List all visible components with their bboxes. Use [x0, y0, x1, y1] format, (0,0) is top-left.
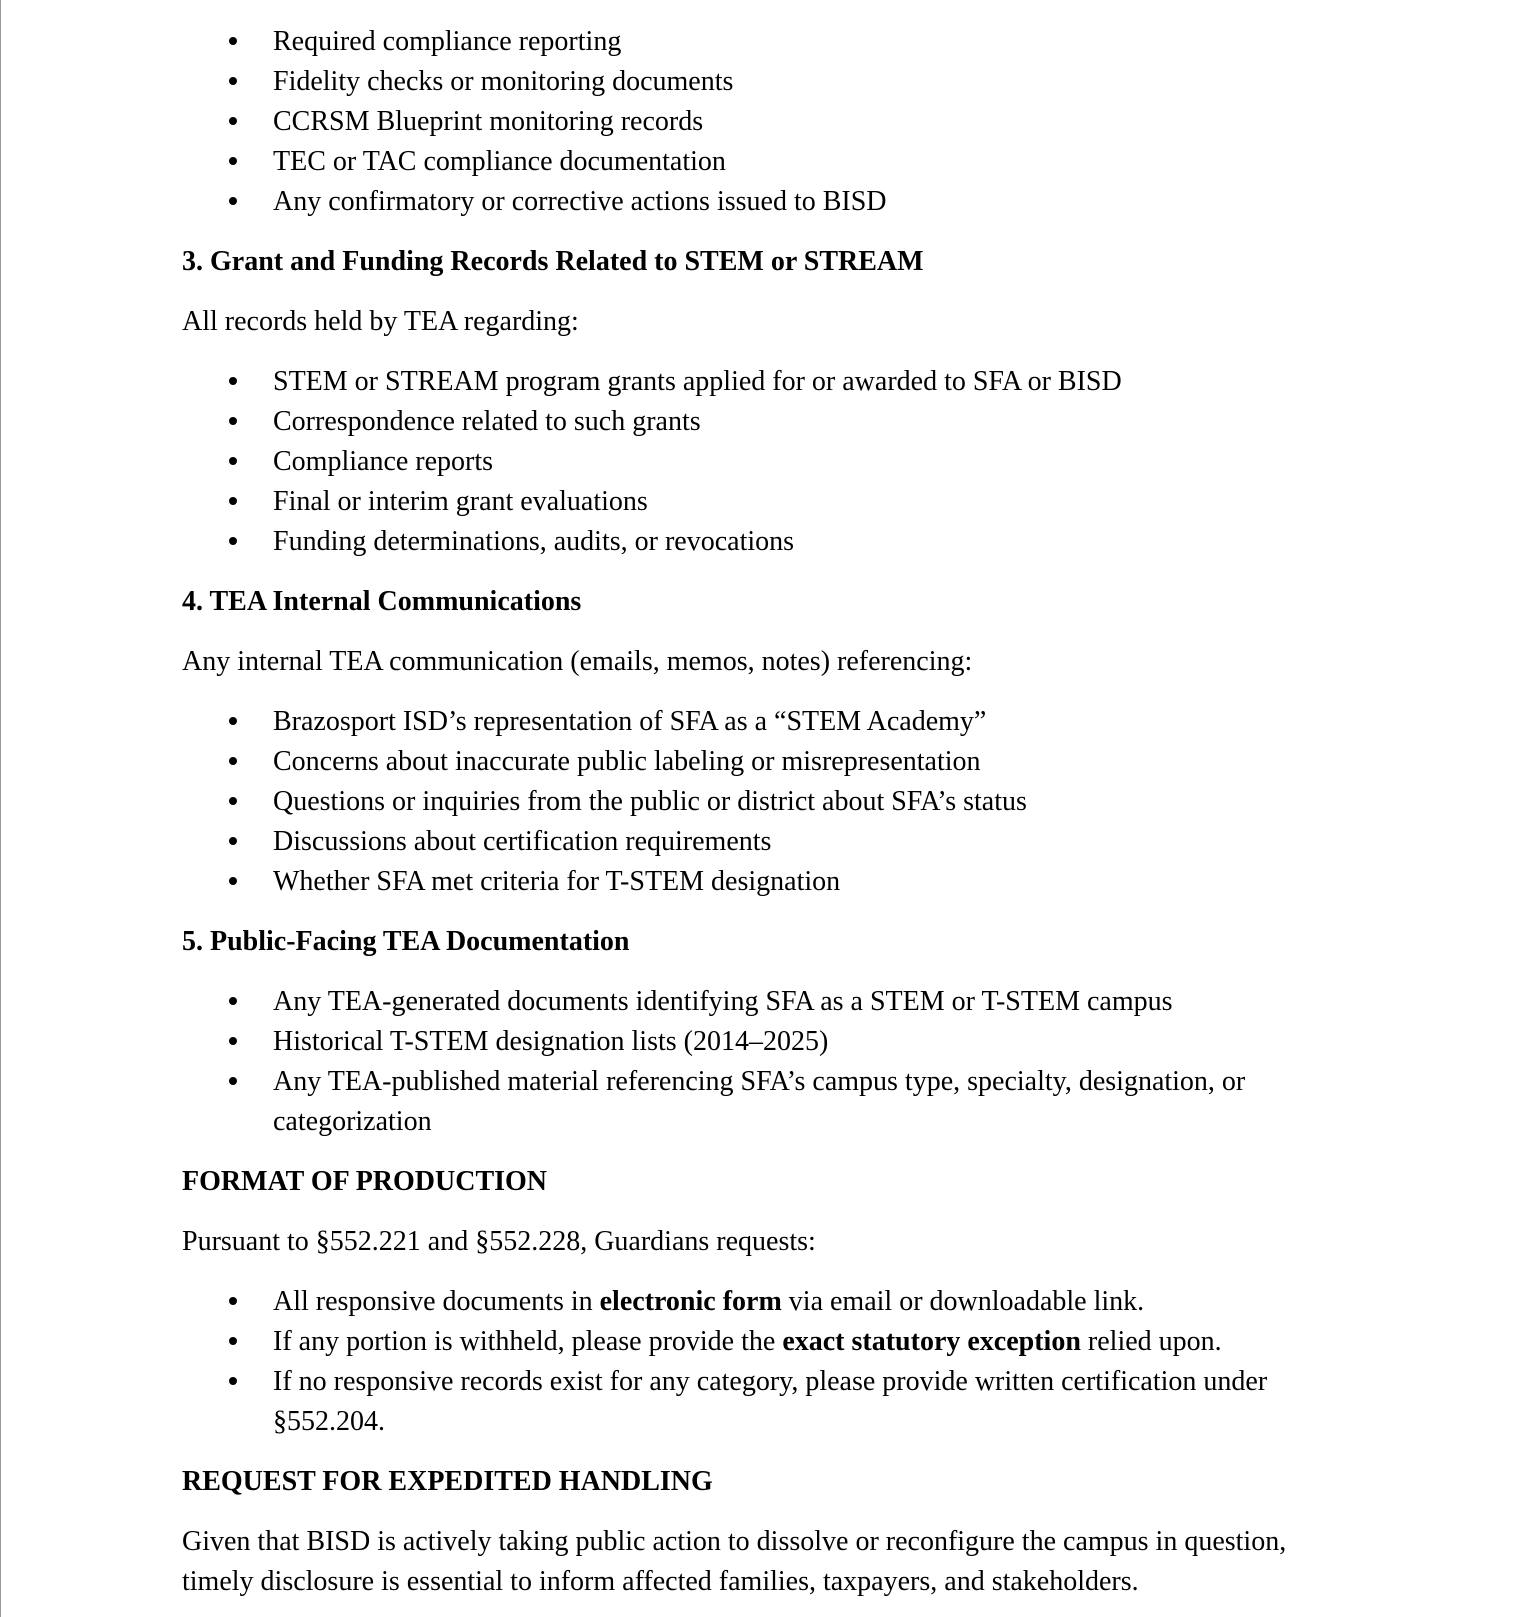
list-item: All responsive documents in electronic form via email or downloadable link.: [182, 1282, 1362, 1322]
bullet-icon: [229, 497, 237, 505]
list-item: Brazosport ISD’s representation of SFA as a “STEM Academy”: [182, 702, 1362, 742]
section5-heading: 5. Public-Facing TEA Documentation: [182, 926, 630, 957]
section3-heading: 3. Grant and Funding Records Related to STEM or STREAM: [182, 246, 924, 277]
bullet-icon: [229, 157, 237, 165]
bullet-icon: [229, 797, 237, 805]
section4-list: [182, 702, 1362, 902]
list-item: Fidelity checks or monitoring documents: [182, 62, 1362, 102]
bullet-icon: [229, 377, 237, 385]
format-heading: FORMAT OF PRODUCTION: [182, 1166, 548, 1197]
bullet-icon: [229, 717, 237, 725]
bullet-icon: [229, 37, 237, 45]
section4-intro: Any internal TEA communication (emails, memos, notes) referencing:: [182, 646, 973, 677]
bullet-icon: [229, 877, 237, 885]
list-item: Any confirmatory or corrective actions issued to BISD: [182, 182, 1362, 222]
list-item: STEM or STREAM program grants applied for or awarded to SFA or BISD: [182, 362, 1362, 402]
list-item: Compliance reports: [182, 442, 1362, 482]
page-left-border: [0, 0, 1, 1617]
list-item: Whether SFA met criteria for T-STEM designation: [182, 862, 1362, 902]
bullet-icon: [229, 1297, 237, 1305]
document-page: [182, 22, 1362, 1602]
list-item: TEC or TAC compliance documentation: [182, 142, 1362, 182]
section3-list: [182, 362, 1362, 562]
section2-list: [182, 22, 1362, 222]
list-item: Any TEA-published material referencing SFA’s campus type, specialty, designation, or categorization: [182, 1062, 1362, 1142]
list-item: Historical T-STEM designation lists (2014–2025): [182, 1022, 1362, 1062]
section5-list: [182, 982, 1362, 1142]
list-item: Any TEA-generated documents identifying SFA as a STEM or T-STEM campus: [182, 982, 1362, 1022]
list-item: Required compliance reporting: [182, 22, 1362, 62]
bullet-icon: [229, 997, 237, 1005]
bullet-icon: [229, 457, 237, 465]
list-item: Discussions about certification requirements: [182, 822, 1362, 862]
list-item: Funding determinations, audits, or revocations: [182, 522, 1362, 562]
bullet-icon: [229, 1377, 237, 1385]
bullet-icon: [229, 837, 237, 845]
bullet-icon: [229, 117, 237, 125]
bullet-icon: [229, 1077, 237, 1085]
bullet-icon: [229, 537, 237, 545]
bullet-icon: [229, 757, 237, 765]
format-intro: Pursuant to §552.221 and §552.228, Guardians requests:: [182, 1226, 816, 1257]
section3-intro: All records held by TEA regarding:: [182, 306, 579, 337]
format-list: [182, 1282, 1362, 1442]
bullet-icon: [229, 197, 237, 205]
list-item: If any portion is withheld, please provide the exact statutory exception relied upon.: [182, 1322, 1362, 1362]
bullet-icon: [229, 77, 237, 85]
list-item: Correspondence related to such grants: [182, 402, 1362, 442]
expedited-body: Given that BISD is actively taking public action to dissolve or reconfigure the campus in question, timely disclosure is essential to inform affected families, taxpayers, and stakeholders.: [182, 1526, 1287, 1597]
list-item: Final or interim grant evaluations: [182, 482, 1362, 522]
bullet-icon: [229, 1337, 237, 1345]
list-item: If no responsive records exist for any category, please provide written certification under §552.204.: [182, 1362, 1362, 1442]
section4-heading: 4. TEA Internal Communications: [182, 586, 582, 617]
list-item: Questions or inquiries from the public or district about SFA’s status: [182, 782, 1362, 822]
list-item: CCRSM Blueprint monitoring records: [182, 102, 1362, 142]
expedited-heading: REQUEST FOR EXPEDITED HANDLING: [182, 1466, 713, 1497]
bullet-icon: [229, 1037, 237, 1045]
bullet-icon: [229, 417, 237, 425]
list-item: Concerns about inaccurate public labeling or misrepresentation: [182, 742, 1362, 782]
